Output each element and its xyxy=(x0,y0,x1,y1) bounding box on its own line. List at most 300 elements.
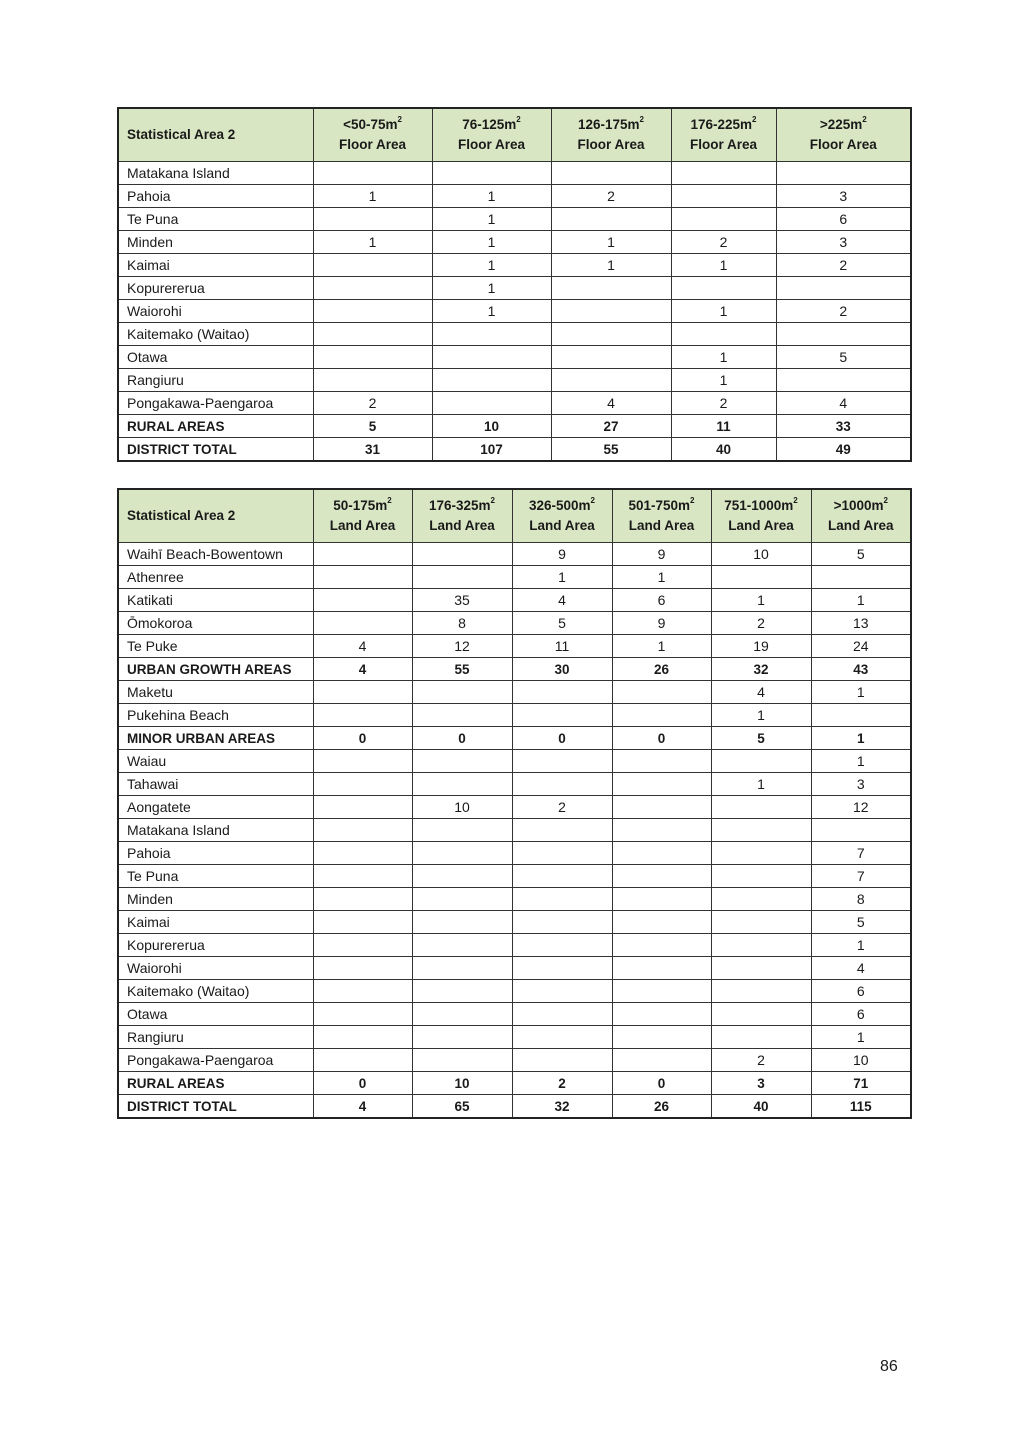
table-cell xyxy=(512,1003,612,1026)
table-cell: 3 xyxy=(811,773,911,796)
table-cell: 9 xyxy=(512,543,612,566)
table-cell xyxy=(612,888,711,911)
table-cell xyxy=(711,842,811,865)
column-header xyxy=(612,489,711,543)
table-cell: 12 xyxy=(412,635,512,658)
table-cell xyxy=(313,300,432,323)
row-area-name: Rangiuru xyxy=(118,1026,313,1049)
row-area-name: Waiorohi xyxy=(118,957,313,980)
table-row xyxy=(118,300,911,323)
table-cell xyxy=(313,796,412,819)
column-unit-superscript: 2 xyxy=(516,115,521,124)
table-cell xyxy=(313,1026,412,1049)
column-unit-superscript: 2 xyxy=(793,496,798,505)
table-cell xyxy=(313,934,412,957)
table-cell xyxy=(711,750,811,773)
table-cell xyxy=(776,162,911,185)
table-cell xyxy=(671,208,776,231)
table-cell xyxy=(412,934,512,957)
table-cell xyxy=(776,323,911,346)
table-row xyxy=(118,392,911,415)
table-cell: 10 xyxy=(412,1072,512,1095)
row-area-name: Waiorohi xyxy=(118,300,313,323)
table-cell xyxy=(412,911,512,934)
table-cell: 32 xyxy=(711,658,811,681)
table-cell: 31 xyxy=(313,438,432,462)
row-area-name: Katikati xyxy=(118,589,313,612)
table-cell: 8 xyxy=(811,888,911,911)
table-cell: 10 xyxy=(811,1049,911,1072)
table-cell: 1 xyxy=(432,185,551,208)
column-unit-superscript: 2 xyxy=(590,496,595,505)
column-unit-superscript: 2 xyxy=(387,496,392,505)
land-area-table-header xyxy=(118,489,911,543)
column-header-area: Statistical Area 2 xyxy=(118,108,313,162)
table-cell: 2 xyxy=(711,1049,811,1072)
table-row xyxy=(118,589,911,612)
column-header xyxy=(671,108,776,162)
table-cell: 1 xyxy=(811,589,911,612)
column-range: >225m xyxy=(819,117,863,132)
table-cell xyxy=(671,185,776,208)
table-row xyxy=(118,369,911,392)
table-cell xyxy=(313,842,412,865)
row-area-name: Kaimai xyxy=(118,911,313,934)
column-header xyxy=(313,108,432,162)
table-cell: 115 xyxy=(811,1095,911,1119)
table-cell xyxy=(711,865,811,888)
table-cell xyxy=(432,369,551,392)
table-cell xyxy=(412,704,512,727)
table-cell xyxy=(612,1003,711,1026)
table-cell xyxy=(313,589,412,612)
table-cell: 5 xyxy=(776,346,911,369)
table-row-subtotal xyxy=(118,438,911,462)
row-area-name: Kaitemako (Waitao) xyxy=(118,323,313,346)
table-cell xyxy=(313,1049,412,1072)
table-cell: 1 xyxy=(432,208,551,231)
table-cell: 7 xyxy=(811,865,911,888)
table-row xyxy=(118,773,911,796)
table-cell: 4 xyxy=(711,681,811,704)
column-label: Floor Area xyxy=(457,137,525,152)
table-cell: 43 xyxy=(811,658,911,681)
table-cell: 30 xyxy=(512,658,612,681)
table-cell xyxy=(612,773,711,796)
column-label: Land Area xyxy=(429,518,495,533)
table-cell: 10 xyxy=(432,415,551,438)
table-cell xyxy=(711,1026,811,1049)
table-cell: 1 xyxy=(811,1026,911,1049)
table-row-subtotal xyxy=(118,658,911,681)
table-cell xyxy=(412,773,512,796)
table-row-subtotal xyxy=(118,1072,911,1095)
table-row xyxy=(118,1003,911,1026)
table-cell xyxy=(512,842,612,865)
row-area-name: Pahoia xyxy=(118,185,313,208)
row-area-name: Waiau xyxy=(118,750,313,773)
table-cell xyxy=(412,566,512,589)
table-cell xyxy=(711,819,811,842)
table-cell xyxy=(551,369,671,392)
table-row xyxy=(118,888,911,911)
table-cell xyxy=(313,681,412,704)
column-range: <50-75m xyxy=(343,117,398,132)
row-area-name: RURAL AREAS xyxy=(118,415,313,438)
table-cell xyxy=(811,566,911,589)
row-area-name: Rangiuru xyxy=(118,369,313,392)
table-cell: 1 xyxy=(811,934,911,957)
table-cell: 3 xyxy=(711,1072,811,1095)
table-cell: 3 xyxy=(776,231,911,254)
table-cell: 1 xyxy=(811,681,911,704)
row-area-name: Te Puke xyxy=(118,635,313,658)
column-label: Land Area xyxy=(728,518,794,533)
table-cell: 7 xyxy=(811,842,911,865)
table-cell xyxy=(671,162,776,185)
table-cell: 0 xyxy=(412,727,512,750)
table-cell: 19 xyxy=(711,635,811,658)
table-cell: 1 xyxy=(811,750,911,773)
row-area-name: Te Puna xyxy=(118,208,313,231)
table-cell xyxy=(612,681,711,704)
table-cell: 2 xyxy=(671,392,776,415)
table-cell: 2 xyxy=(551,185,671,208)
row-area-name: Te Puna xyxy=(118,865,313,888)
table-row-subtotal xyxy=(118,727,911,750)
header-row xyxy=(118,108,911,162)
table-cell xyxy=(612,842,711,865)
row-area-name: MINOR URBAN AREAS xyxy=(118,727,313,750)
table-cell xyxy=(512,888,612,911)
column-label: Floor Area xyxy=(809,137,877,152)
table-cell xyxy=(313,277,432,300)
table-cell: 4 xyxy=(313,1095,412,1119)
table-cell: 4 xyxy=(776,392,911,415)
table-cell xyxy=(412,681,512,704)
table-cell xyxy=(612,934,711,957)
table-cell: 3 xyxy=(776,185,911,208)
row-area-name: URBAN GROWTH AREAS xyxy=(118,658,313,681)
column-label: Floor Area xyxy=(338,137,406,152)
table-row xyxy=(118,231,911,254)
table-cell xyxy=(671,323,776,346)
table-cell xyxy=(512,819,612,842)
table-cell: 6 xyxy=(811,980,911,1003)
row-area-name: Otawa xyxy=(118,1003,313,1026)
table-cell: 0 xyxy=(313,1072,412,1095)
row-area-name: Kopurererua xyxy=(118,277,313,300)
row-area-name: Maketu xyxy=(118,681,313,704)
table-cell: 55 xyxy=(412,658,512,681)
table-cell xyxy=(313,911,412,934)
column-header xyxy=(776,108,911,162)
table-cell xyxy=(313,957,412,980)
table-cell xyxy=(711,796,811,819)
table-row xyxy=(118,796,911,819)
table-cell xyxy=(711,1003,811,1026)
table-cell: 1 xyxy=(313,231,432,254)
table-row xyxy=(118,612,911,635)
column-range: 751-1000m xyxy=(724,498,794,513)
floor-area-table xyxy=(117,107,912,462)
table-cell: 2 xyxy=(711,612,811,635)
table-cell: 0 xyxy=(512,727,612,750)
table-cell xyxy=(612,865,711,888)
column-range: 126-175m xyxy=(577,117,640,132)
row-area-name: Matakana Island xyxy=(118,162,313,185)
column-header xyxy=(551,108,671,162)
table-cell xyxy=(412,819,512,842)
table-cell xyxy=(711,980,811,1003)
table-cell xyxy=(313,346,432,369)
table-cell xyxy=(512,773,612,796)
table-cell: 8 xyxy=(412,612,512,635)
table-cell: 1 xyxy=(671,369,776,392)
table-cell: 11 xyxy=(671,415,776,438)
page-number: 86 xyxy=(880,1358,898,1375)
table-cell xyxy=(811,704,911,727)
table-cell xyxy=(551,277,671,300)
table-cell xyxy=(776,369,911,392)
table-cell: 4 xyxy=(551,392,671,415)
table-cell: 2 xyxy=(671,231,776,254)
column-unit-superscript: 2 xyxy=(862,115,867,124)
table-cell: 1 xyxy=(671,254,776,277)
table-cell xyxy=(512,980,612,1003)
table-cell xyxy=(551,323,671,346)
table-cell: 1 xyxy=(671,346,776,369)
column-range: 176-225m xyxy=(690,117,753,132)
table-cell xyxy=(313,612,412,635)
table-cell: 26 xyxy=(612,1095,711,1119)
table-row xyxy=(118,323,911,346)
table-cell xyxy=(711,934,811,957)
table-cell xyxy=(412,1049,512,1072)
table-cell: 26 xyxy=(612,658,711,681)
table-cell: 0 xyxy=(612,1072,711,1095)
table-cell: 49 xyxy=(776,438,911,462)
table-cell xyxy=(612,980,711,1003)
column-header xyxy=(313,489,412,543)
header-row xyxy=(118,489,911,543)
table-cell: 9 xyxy=(612,612,711,635)
table-row xyxy=(118,681,911,704)
table-cell: 13 xyxy=(811,612,911,635)
column-header xyxy=(412,489,512,543)
land-area-table xyxy=(117,488,912,1119)
table-cell xyxy=(612,796,711,819)
table-cell xyxy=(313,369,432,392)
table-cell: 10 xyxy=(412,796,512,819)
table-cell: 6 xyxy=(776,208,911,231)
table-row xyxy=(118,1026,911,1049)
row-area-name: Tahawai xyxy=(118,773,313,796)
table-cell xyxy=(313,980,412,1003)
table-cell xyxy=(412,980,512,1003)
table-cell xyxy=(313,773,412,796)
table-row xyxy=(118,277,911,300)
table-row xyxy=(118,566,911,589)
table-cell: 0 xyxy=(612,727,711,750)
table-cell: 1 xyxy=(612,566,711,589)
column-range: 326-500m xyxy=(528,498,591,513)
row-area-name: Minden xyxy=(118,888,313,911)
table-row xyxy=(118,842,911,865)
column-range: 76-125m xyxy=(462,117,517,132)
table-row xyxy=(118,704,911,727)
table-row xyxy=(118,208,911,231)
row-area-name: Athenree xyxy=(118,566,313,589)
table-cell: 1 xyxy=(711,773,811,796)
table-cell xyxy=(512,911,612,934)
column-label: Land Area xyxy=(529,518,595,533)
table-row xyxy=(118,254,911,277)
table-cell: 1 xyxy=(671,300,776,323)
row-area-name: Minden xyxy=(118,231,313,254)
table-cell xyxy=(512,865,612,888)
column-header xyxy=(512,489,612,543)
column-label: Land Area xyxy=(329,518,396,533)
table-cell: 1 xyxy=(711,589,811,612)
table-cell: 5 xyxy=(512,612,612,635)
table-row xyxy=(118,819,911,842)
row-area-name: Pongakawa-Paengaroa xyxy=(118,392,313,415)
table-cell xyxy=(612,1026,711,1049)
table-cell: 1 xyxy=(551,231,671,254)
column-unit-superscript: 2 xyxy=(690,496,695,505)
row-area-name: Matakana Island xyxy=(118,819,313,842)
table-cell: 5 xyxy=(711,727,811,750)
table-cell: 1 xyxy=(432,231,551,254)
table-cell xyxy=(612,1049,711,1072)
table-cell xyxy=(512,934,612,957)
column-label: Floor Area xyxy=(689,137,757,152)
table-cell xyxy=(313,750,412,773)
row-area-name: DISTRICT TOTAL xyxy=(118,438,313,462)
table-cell xyxy=(313,254,432,277)
table-cell xyxy=(612,911,711,934)
table-cell: 55 xyxy=(551,438,671,462)
table-row xyxy=(118,162,911,185)
table-row xyxy=(118,1049,911,1072)
row-area-name: Kopurererua xyxy=(118,934,313,957)
column-label: Land Area xyxy=(827,518,894,533)
column-range: 50-175m xyxy=(333,498,388,513)
table-cell xyxy=(711,888,811,911)
table-cell: 2 xyxy=(313,392,432,415)
table-cell xyxy=(711,566,811,589)
table-cell xyxy=(313,208,432,231)
table-cell xyxy=(711,957,811,980)
table-cell: 1 xyxy=(711,704,811,727)
table-cell: 35 xyxy=(412,589,512,612)
table-cell: 1 xyxy=(432,254,551,277)
table-cell xyxy=(551,162,671,185)
table-row xyxy=(118,185,911,208)
table-cell xyxy=(512,1049,612,1072)
table-row xyxy=(118,957,911,980)
table-cell xyxy=(811,819,911,842)
row-area-name: Waihī Beach-Bowentown xyxy=(118,543,313,566)
table-cell: 6 xyxy=(612,589,711,612)
table-cell: 1 xyxy=(811,727,911,750)
table-cell xyxy=(313,543,412,566)
column-range: 501-750m xyxy=(628,498,691,513)
table-cell xyxy=(412,957,512,980)
row-area-name: Pongakawa-Paengaroa xyxy=(118,1049,313,1072)
table-cell: 9 xyxy=(612,543,711,566)
table-cell xyxy=(512,750,612,773)
table-cell xyxy=(412,865,512,888)
table-cell xyxy=(551,208,671,231)
table-cell: 40 xyxy=(711,1095,811,1119)
table-cell: 4 xyxy=(313,658,412,681)
table-cell xyxy=(412,750,512,773)
column-header xyxy=(432,108,551,162)
table-row xyxy=(118,911,911,934)
row-area-name: Pahoia xyxy=(118,842,313,865)
table-cell: 107 xyxy=(432,438,551,462)
table-row xyxy=(118,543,911,566)
table-cell xyxy=(512,1026,612,1049)
table-cell xyxy=(412,1026,512,1049)
table-cell: 1 xyxy=(612,635,711,658)
table-cell xyxy=(313,1003,412,1026)
column-range: >1000m xyxy=(833,498,884,513)
table-cell: 32 xyxy=(512,1095,612,1119)
table-cell: 1 xyxy=(551,254,671,277)
column-unit-superscript: 2 xyxy=(883,496,888,505)
table-cell: 65 xyxy=(412,1095,512,1119)
table-cell xyxy=(671,277,776,300)
row-area-name: Kaitemako (Waitao) xyxy=(118,980,313,1003)
table-cell: 27 xyxy=(551,415,671,438)
column-range: 176-325m xyxy=(428,498,491,513)
table-cell xyxy=(711,911,811,934)
row-area-name: RURAL AREAS xyxy=(118,1072,313,1095)
table-cell xyxy=(512,681,612,704)
table-row xyxy=(118,635,911,658)
table-cell xyxy=(432,392,551,415)
table-cell xyxy=(551,300,671,323)
column-header-area: Statistical Area 2 xyxy=(118,489,313,543)
table-cell: 4 xyxy=(811,957,911,980)
table-cell xyxy=(612,819,711,842)
column-unit-superscript: 2 xyxy=(752,115,757,124)
column-unit-superscript: 2 xyxy=(397,115,402,124)
table-cell: 24 xyxy=(811,635,911,658)
table-cell xyxy=(313,888,412,911)
row-area-name: DISTRICT TOTAL xyxy=(118,1095,313,1119)
table-cell xyxy=(412,543,512,566)
table-cell: 1 xyxy=(313,185,432,208)
table-cell xyxy=(612,957,711,980)
table-cell xyxy=(412,1003,512,1026)
table-cell xyxy=(776,277,911,300)
row-area-name: Pukehina Beach xyxy=(118,704,313,727)
column-unit-superscript: 2 xyxy=(639,115,644,124)
table-cell: 1 xyxy=(432,277,551,300)
table-row xyxy=(118,980,911,1003)
table-cell: 5 xyxy=(811,543,911,566)
table-cell xyxy=(432,346,551,369)
table-cell: 4 xyxy=(512,589,612,612)
table-cell: 33 xyxy=(776,415,911,438)
table-row xyxy=(118,865,911,888)
table-cell: 5 xyxy=(811,911,911,934)
table-cell: 5 xyxy=(313,415,432,438)
